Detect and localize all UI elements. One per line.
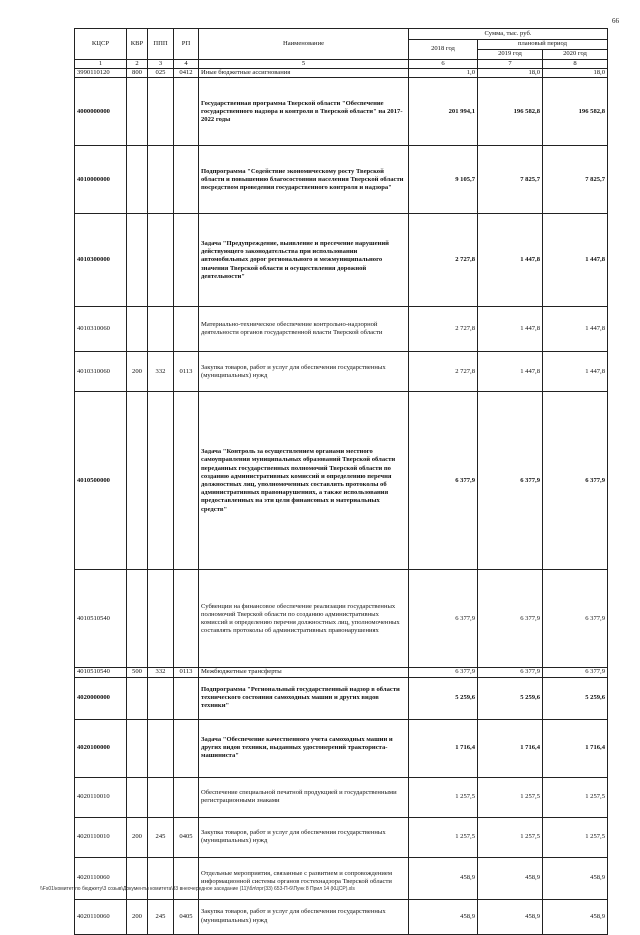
cell-2020: 1 257,5	[543, 817, 608, 857]
cell-rp	[174, 857, 199, 899]
cell-kvr	[127, 719, 148, 777]
cell-2020: 18,0	[543, 69, 608, 78]
cell-name: Государственная программа Тверской области "Обеспечение государственного надзора и контроля в Тверской области" на 2017-2022 годы	[199, 78, 409, 146]
cell-rp	[174, 719, 199, 777]
cell-rp	[174, 777, 199, 817]
cell-ppp	[148, 719, 174, 777]
cell-2019: 1 447,8	[478, 307, 543, 352]
colnum-3: 3	[148, 60, 174, 69]
table-row	[75, 392, 608, 570]
table-row	[75, 214, 608, 307]
cell-name: Задача "Обеспечение качественного учета самоходных машин и других видов техники, выданных удостоверений тракториста-машиниста"	[199, 719, 409, 777]
cell-2019: 1 257,5	[478, 777, 543, 817]
cell-kvr	[127, 857, 148, 899]
cell-name: Задача "Контроль за осуществлением органами местного самоуправления муниципальных образований Тверской области переданных государственных полномочий Тверской области по созданию административных комиссий и определению перечня должностных лиц, уполномоченных составлять протоколы об административных правонарушениях, а также использования предоставленных на эти цели финансовых и материальных средств"	[199, 392, 409, 570]
cell-name: Обеспечение специальной печатной продукцией и государственными регистрационными знаками	[199, 777, 409, 817]
cell-ppp	[148, 78, 174, 146]
table-row	[75, 78, 608, 146]
cell-kvr	[127, 146, 148, 214]
cell-name: Закупка товаров, работ и услуг для обеспечения государственных (муниципальных) нужд	[199, 899, 409, 934]
cell-kcsr: 4000000000	[75, 78, 127, 146]
cell-kvr: 200	[127, 899, 148, 934]
cell-2018: 1 257,5	[409, 777, 478, 817]
cell-kcsr: 4010510540	[75, 668, 127, 677]
cell-rp	[174, 677, 199, 719]
table-row	[75, 857, 608, 899]
cell-2019: 18,0	[478, 69, 543, 78]
colnum-5: 5	[199, 60, 409, 69]
cell-ppp: 245	[148, 817, 174, 857]
cell-2018: 1 257,5	[409, 817, 478, 857]
colnum-8: 8	[543, 60, 608, 69]
header-ppp: ППП	[148, 29, 174, 60]
cell-2019: 458,9	[478, 857, 543, 899]
cell-rp	[174, 570, 199, 668]
colnum-6: 6	[409, 60, 478, 69]
cell-rp: 0405	[174, 899, 199, 934]
cell-2019: 7 825,7	[478, 146, 543, 214]
colnum-7: 7	[478, 60, 543, 69]
cell-2018: 6 377,9	[409, 668, 478, 677]
cell-2018: 2 727,8	[409, 307, 478, 352]
cell-rp: 0113	[174, 668, 199, 677]
cell-name: Субвенции на финансовое обеспечение реализации государственных полномочий Тверской области по созданию административных комиссий и определению перечня должностных лиц, уполномоченных составлять протоколы об административных правонарушениях	[199, 570, 409, 668]
cell-name: Подпрограмма "Содействие экономическому росту Тверской области и повышению благосостояния населения Тверской области посредством проведения государственного контроля и надзора"	[199, 146, 409, 214]
cell-rp	[174, 78, 199, 146]
cell-kcsr: 4020000000	[75, 677, 127, 719]
cell-ppp	[148, 214, 174, 307]
cell-kcsr: 3990110120	[75, 69, 127, 78]
cell-name: Задача "Предупреждение, выявление и пресечение нарушений действующего законодательства при использовании автомобильных дорог регионального и межмуниципального значения Тверской области и осуществления дорожной деятельности"	[199, 214, 409, 307]
cell-2020: 6 377,9	[543, 392, 608, 570]
cell-2018: 2 727,8	[409, 214, 478, 307]
file-path-footer: \\Fs01\комитет по бюджету\3 созыв\Документы комитета\33 внеочередное заседание (11)\бл\прг(33) 653-П-6\Пунк 8 Прил 14 (КЦСР).xls	[40, 886, 355, 892]
cell-2020: 6 377,9	[543, 570, 608, 668]
cell-kvr: 500	[127, 668, 148, 677]
cell-2019: 6 377,9	[478, 392, 543, 570]
cell-2019: 6 377,9	[478, 668, 543, 677]
header-2019: 2019 год	[478, 50, 543, 60]
cell-kcsr: 4020110060	[75, 857, 127, 899]
table-row	[75, 352, 608, 392]
colnum-4: 4	[174, 60, 199, 69]
cell-kcsr: 4010300000	[75, 214, 127, 307]
header-2020: 2020 год	[543, 50, 608, 60]
cell-2019: 6 377,9	[478, 570, 543, 668]
table-row	[75, 668, 608, 677]
cell-kvr	[127, 307, 148, 352]
cell-name: Межбюджетные трансферты	[199, 668, 409, 677]
cell-kcsr: 4010500000	[75, 392, 127, 570]
cell-2018: 458,9	[409, 857, 478, 899]
header-name: Наименование	[199, 29, 409, 60]
cell-kcsr: 4010510540	[75, 570, 127, 668]
cell-ppp	[148, 677, 174, 719]
table-row	[75, 777, 608, 817]
cell-kvr: 800	[127, 69, 148, 78]
cell-kvr	[127, 214, 148, 307]
cell-kvr	[127, 777, 148, 817]
cell-2020: 6 377,9	[543, 668, 608, 677]
cell-2020: 1 447,8	[543, 307, 608, 352]
cell-ppp: 025	[148, 69, 174, 78]
cell-name: Подпрограмма "Региональный государственный надзор в области технического состояния самоходных машин и других видов техники"	[199, 677, 409, 719]
cell-2018: 2 727,8	[409, 352, 478, 392]
header-kvr: КВР	[127, 29, 148, 60]
cell-ppp: 332	[148, 668, 174, 677]
cell-rp: 0412	[174, 69, 199, 78]
cell-2020: 1 447,8	[543, 214, 608, 307]
cell-2018: 1,0	[409, 69, 478, 78]
cell-name: Материально-техническое обеспечение контрольно-надзорной деятельности органов государственной власти Тверской области	[199, 307, 409, 352]
cell-ppp	[148, 392, 174, 570]
cell-kvr	[127, 570, 148, 668]
table-row	[75, 69, 608, 78]
cell-ppp: 245	[148, 899, 174, 934]
cell-2020: 1 716,4	[543, 719, 608, 777]
cell-2020: 7 825,7	[543, 146, 608, 214]
colnum-1: 1	[75, 60, 127, 69]
cell-2018: 458,9	[409, 899, 478, 934]
cell-kcsr: 4020110010	[75, 777, 127, 817]
cell-2018: 1 716,4	[409, 719, 478, 777]
cell-kcsr: 4010000000	[75, 146, 127, 214]
cell-ppp	[148, 307, 174, 352]
cell-kcsr: 4020100000	[75, 719, 127, 777]
cell-2019: 458,9	[478, 899, 543, 934]
header-planned: плановый период	[478, 40, 608, 50]
cell-name: Закупка товаров, работ и услуг для обеспечения государственных (муниципальных) нужд	[199, 352, 409, 392]
cell-kcsr: 4010310060	[75, 352, 127, 392]
cell-kvr: 200	[127, 352, 148, 392]
cell-ppp	[148, 777, 174, 817]
cell-2019: 5 259,6	[478, 677, 543, 719]
cell-2019: 1 447,8	[478, 352, 543, 392]
cell-ppp	[148, 857, 174, 899]
table-row	[75, 146, 608, 214]
cell-rp: 0405	[174, 817, 199, 857]
cell-rp	[174, 392, 199, 570]
cell-2020: 5 259,6	[543, 677, 608, 719]
cell-kcsr: 4020110010	[75, 817, 127, 857]
page-number: 66	[612, 17, 619, 25]
cell-2018: 201 994,1	[409, 78, 478, 146]
cell-kcsr: 4020110060	[75, 899, 127, 934]
table-row	[75, 307, 608, 352]
cell-2018: 9 105,7	[409, 146, 478, 214]
colnum-2: 2	[127, 60, 148, 69]
cell-rp	[174, 307, 199, 352]
table-row	[75, 817, 608, 857]
cell-2020: 1 447,8	[543, 352, 608, 392]
cell-rp	[174, 146, 199, 214]
cell-ppp	[148, 570, 174, 668]
table-row	[75, 719, 608, 777]
cell-2018: 6 377,9	[409, 392, 478, 570]
cell-2018: 6 377,9	[409, 570, 478, 668]
header-rp: РП	[174, 29, 199, 60]
cell-2019: 1 716,4	[478, 719, 543, 777]
cell-2019: 196 582,8	[478, 78, 543, 146]
cell-kcsr: 4010310060	[75, 307, 127, 352]
cell-2020: 1 257,5	[543, 777, 608, 817]
cell-name: Иные бюджетные ассигнования	[199, 69, 409, 78]
table-row	[75, 677, 608, 719]
cell-ppp: 332	[148, 352, 174, 392]
budget-table	[74, 28, 608, 935]
cell-rp: 0113	[174, 352, 199, 392]
header-kcsr: КЦСР	[75, 29, 127, 60]
cell-name: Отдельные мероприятия, связанные с развитием и сопровождением информационной системы органов гостехнадзора Тверской области	[199, 857, 409, 899]
header-2018: 2018 год	[409, 40, 478, 60]
cell-2020: 196 582,8	[543, 78, 608, 146]
cell-kvr: 200	[127, 817, 148, 857]
cell-2019: 1 257,5	[478, 817, 543, 857]
cell-2019: 1 447,8	[478, 214, 543, 307]
cell-ppp	[148, 146, 174, 214]
cell-rp	[174, 214, 199, 307]
table-row	[75, 899, 608, 934]
cell-kvr	[127, 677, 148, 719]
cell-2020: 458,9	[543, 899, 608, 934]
cell-kvr	[127, 78, 148, 146]
cell-2020: 458,9	[543, 857, 608, 899]
table-row	[75, 570, 608, 668]
cell-2018: 5 259,6	[409, 677, 478, 719]
header-sum: Сумма, тыс. руб.	[409, 29, 608, 40]
cell-name: Закупка товаров, работ и услуг для обеспечения государственных (муниципальных) нужд	[199, 817, 409, 857]
cell-kvr	[127, 392, 148, 570]
